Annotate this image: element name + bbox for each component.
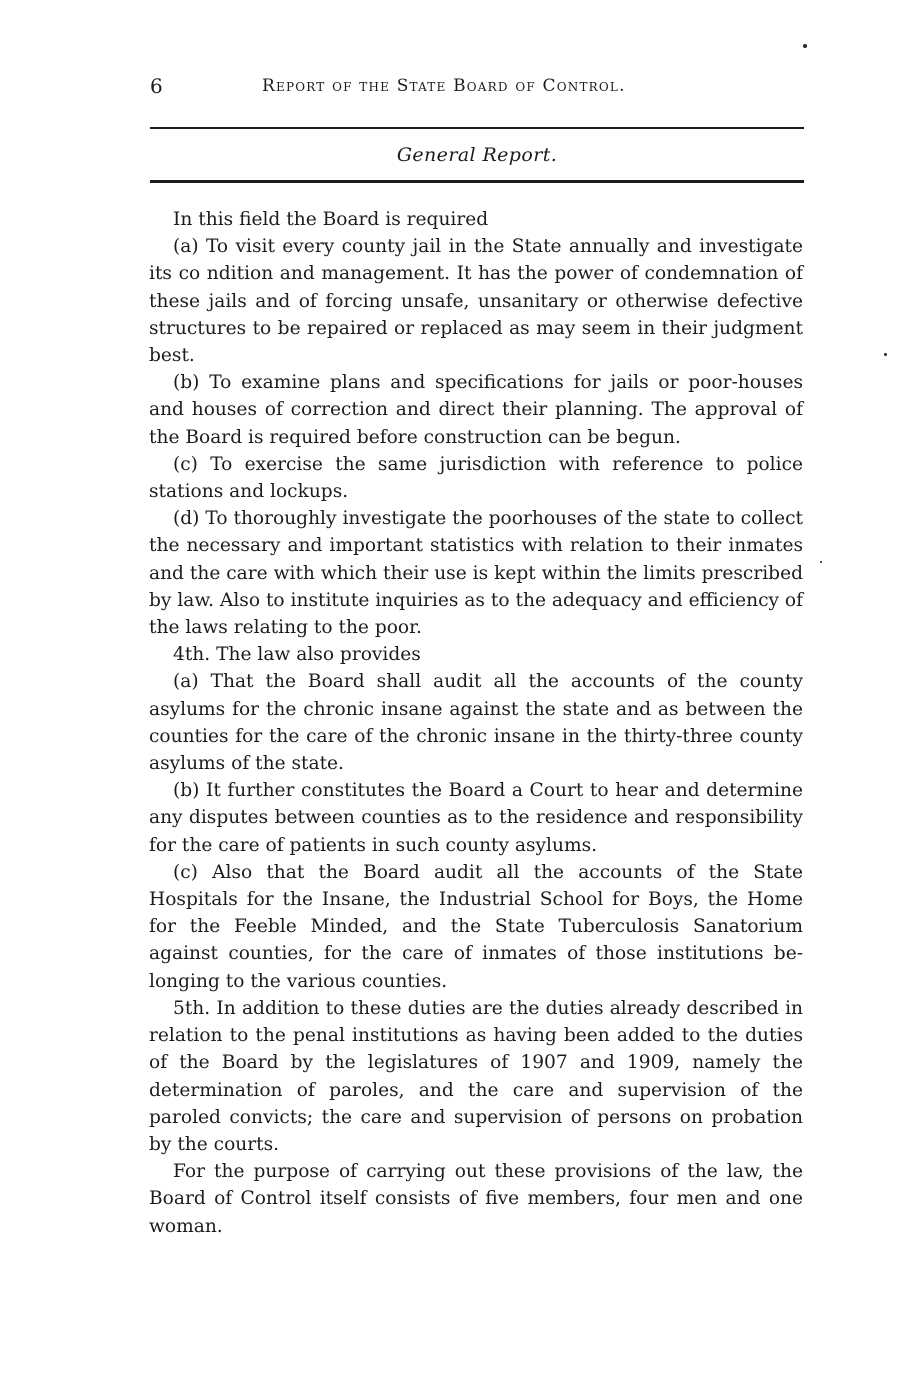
paragraph-visit-jails: (a) To visit every county jail in the State annually and investigate its co ndition and management. It has the power of condemnation of these jails and of forcing unsafe, unsanitary or otherwise defective structures to be repaired or replaced as may seem in their judgment best. bbox=[149, 236, 803, 367]
paragraph-examine-plans: (b) To examine plans and specifications for jails or poor-houses and houses of correction and direct their planning. The approval of the Board is required before construction can be begun. bbox=[149, 372, 803, 448]
scan-speck bbox=[803, 44, 807, 48]
running-head: Report of the State Board of Control. bbox=[262, 76, 626, 96]
paragraph-intro: In this field the Board is required bbox=[173, 209, 489, 230]
header-rule-top bbox=[150, 127, 804, 129]
scan-speck bbox=[884, 353, 887, 356]
paragraph-court: (b) It further constitutes the Board a Court to hear and determine any disputes between counties as to the residence and responsibility for the care of patients in such county asylums. bbox=[149, 780, 803, 856]
paragraph-fourth-provision: 4th. The law also provides bbox=[173, 644, 421, 666]
header-rule-bottom bbox=[150, 180, 804, 183]
body-text bbox=[149, 206, 803, 1240]
paragraph-police-stations: (c) To exercise the same jurisdiction with reference to police stations and lockups. bbox=[149, 453, 803, 503]
paragraph-audit-hospitals: (c) Also that the Board audit all the accounts of the State Hospitals for the Insane, the Industrial School for Boys, the Home for the Feeble Minded, and the State Tuberculosis Sanatorium against counties, for the care of inmates of those institutions belonging to the various counties. bbox=[149, 861, 803, 992]
paragraph-audit-asylums: (a) That the Board shall audit all the accounts of the county asylums for the chronic insane against the state and as between the counties for the care of the chronic insane in the thirty-three county asylums of the state. bbox=[149, 671, 803, 775]
paragraph-poorhouses: (d) To thoroughly investigate the poorhouses of the state to collect the necessary and important statistics with relation to their inmates and the care with which their use is kept within the limits prescribed by law. Also to institute inquiries as to the adequacy and efficiency of the laws relating to the poor. bbox=[149, 508, 803, 639]
paragraph-board-members: For the purpose of carrying out these provisions of the law, the Board of Control itself consists of five members, four men and one woman. bbox=[149, 1161, 803, 1237]
paragraph-fifth-provision: 5th. In addition to these duties are the duties already described in relation to the penal institutions as having been added to the duties of the Board by the legislatures of 1907 and 1909, namely the determination of paroles, and the care and supervision of the paroled convicts; the care and supervision of persons on probation by the courts. bbox=[149, 997, 803, 1155]
section-title: General Report. bbox=[396, 144, 558, 166]
page-number: 6 bbox=[150, 74, 164, 98]
scan-speck bbox=[820, 561, 822, 563]
